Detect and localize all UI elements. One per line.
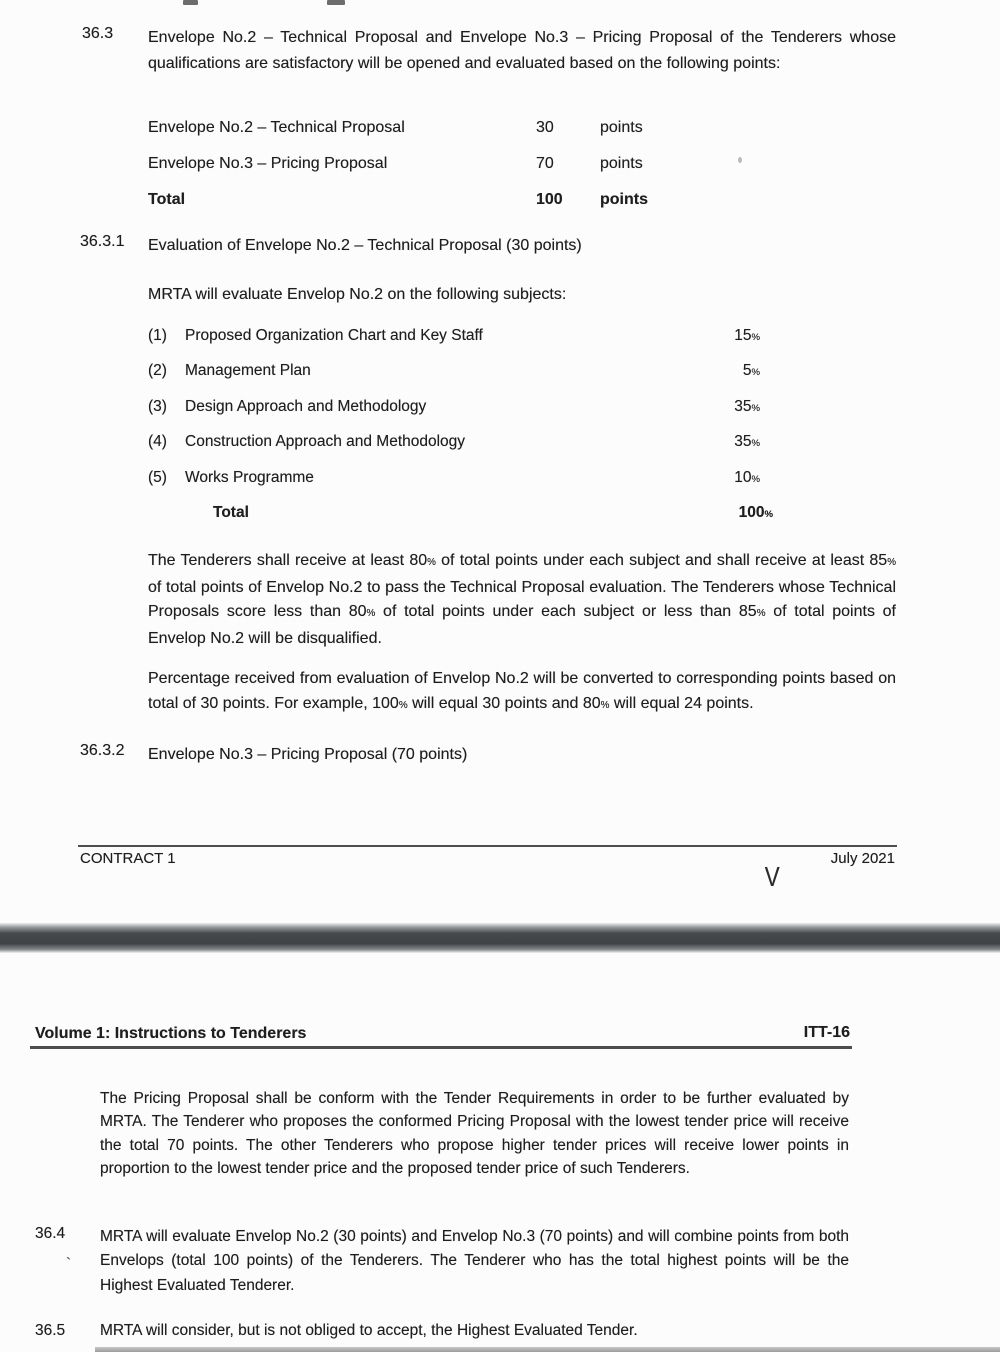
page-header-volume-title: Volume 1: Instructions to Tenderers [35, 1025, 307, 1042]
list-item-label: Works Programme [185, 469, 314, 486]
section-36-3-text: Envelope No.2 – Technical Proposal and Envelope No.3 – Pricing Proposal of the Tenderers whose qualifications are satisfactory will be opened and evaluated based on the following points: [148, 29, 896, 72]
section-number-36-3-1: 36.3.1 [80, 233, 125, 250]
section-number-36-3: 36.3 [82, 25, 114, 42]
list-item-label: Design Approach and Methodology [185, 398, 427, 415]
section-36-3-2-title: Envelope No.3 – Pricing Proposal (70 points) [148, 746, 468, 763]
table-row-label: Envelope No.3 – Pricing Proposal [148, 155, 388, 172]
section-number-36-4: 36.4 [35, 1225, 66, 1242]
section-36-3-1-paragraph-1: The Tenderers shall receive at least 80% of total points under each subject and shall receive at least 85% of total points of Envelop No.2 to pass the Technical Proposal evaluation. The Tenderers whose Technical Proposals score less than 80% of total points under each subject or less than 85% of total points of Envelop No.2 will be disqualified. [148, 552, 896, 647]
table-total-unit: points [600, 191, 648, 208]
list-item-number: (2) [148, 362, 167, 379]
table-total-value: 100 [536, 191, 563, 208]
table-row-value: 70 [536, 155, 554, 172]
section-36-3-1-intro: MRTA will evaluate Envelop No.2 on the following subjects: [148, 286, 567, 303]
list-item-value: 15% [734, 327, 760, 344]
footer-date: July 2021 [830, 850, 895, 867]
table-row-value: 30 [536, 119, 554, 136]
list-item-number: (4) [148, 433, 167, 450]
list-item-value: 10% [734, 469, 760, 486]
scan-artifact-speck [738, 157, 742, 163]
footer-rule [78, 845, 897, 847]
section-36-5-text: MRTA will consider, but is not obliged to accept, the Highest Evaluated Tender. [100, 1322, 638, 1339]
section-36-3-1-paragraph-2: Percentage received from evaluation of Envelop No.2 will be converted to corresponding points based on total of 30 points. For example, 100% will equal 30 points and 80% will equal 24 points. [148, 670, 896, 712]
list-item-number: (5) [148, 469, 167, 486]
list-item-number: (1) [148, 327, 167, 344]
list-item-label: Management Plan [185, 362, 311, 379]
subjects-total-label: Total [213, 504, 249, 521]
list-item-value: 5% [742, 362, 760, 379]
handwritten-check-mark: V [764, 861, 779, 892]
scan-artifact-top-mark [327, 0, 345, 5]
section-36-3-1-title: Evaluation of Envelope No.2 – Technical Proposal (30 points) [148, 237, 582, 254]
list-item-label: Proposed Organization Chart and Key Staff [185, 327, 483, 344]
list-item-value: 35% [734, 433, 760, 450]
section-number-36-5: 36.5 [35, 1322, 66, 1339]
scan-artifact-stray-mark: ` [66, 1256, 72, 1273]
section-number-36-3-2: 36.3.2 [80, 742, 125, 759]
table-row-unit: points [600, 155, 643, 172]
table-row-label: Envelope No.2 – Technical Proposal [148, 119, 405, 136]
header-rule [30, 1046, 852, 1049]
list-item-label: Construction Approach and Methodology [185, 433, 466, 450]
pricing-proposal-paragraph: The Pricing Proposal shall be conform with the Tender Requirements in order to be further evaluated by MRTA. The Tenderer who proposes the conformed Pricing Proposal with the lowest tender price will receive the total 70 points. The other Tenderers who propose higher tender prices will receive lower points in proportion to the lowest tender price and the proposed tender price of such Tenderers. [100, 1090, 849, 1178]
scan-artifact-top-mark [183, 0, 198, 5]
section-36-4-text: MRTA will evaluate Envelop No.2 (30 points) and Envelop No.3 (70 points) and will combine points from both Envelops (total 100 points) of the Tenderers. The Tenderer who has the total highest points will be the Highest Evaluated Tenderer. [100, 1228, 849, 1294]
subjects-total-value: 100% [738, 504, 773, 521]
list-item-number: (3) [148, 398, 167, 415]
footer-contract-label: CONTRACT 1 [80, 850, 176, 867]
table-total-label: Total [148, 191, 186, 208]
scan-bottom-edge-bar [95, 1347, 1000, 1352]
list-item-value: 35% [734, 398, 760, 415]
page-separator-bar [0, 923, 1000, 953]
page-header-page-number: ITT-16 [803, 1024, 850, 1041]
table-row-unit: points [600, 119, 643, 136]
